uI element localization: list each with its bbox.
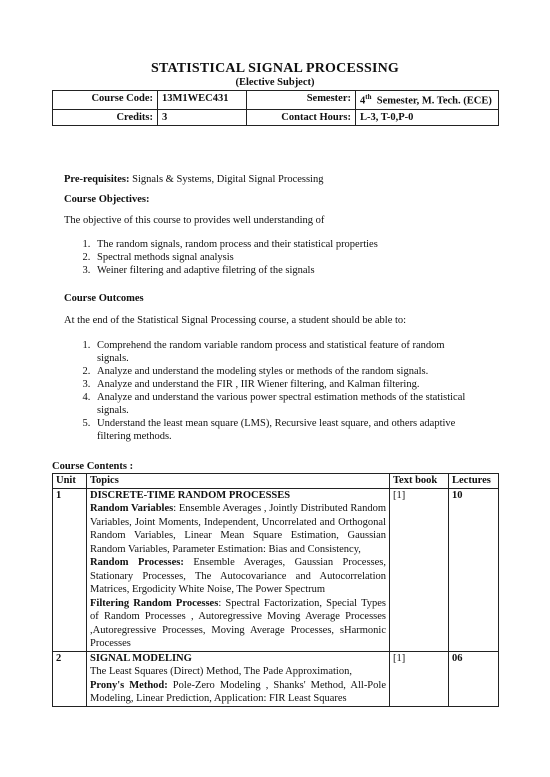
topic-section: Filtering Random Processes: Spectral Factorization, Special Types of Random Processes , Autoregressive Moving Average Processes ,Autoregressive Processes, Moving Average Processes, sHarmonic Processes: [90, 597, 386, 649]
textbook-cell: [1]: [390, 488, 449, 651]
topic-section: Prony's Method: Pole-Zero Modeling , Shanks' Method, All-Pole Modeling, Linear Prediction, Application: FIR Least Squares: [90, 679, 386, 704]
topics-cell: [87, 651, 390, 706]
topic-section: The Least Squares (Direct) Method, The Pade Approximation,: [90, 666, 352, 677]
column-header: Text book: [390, 474, 449, 489]
column-header: Topics: [87, 474, 390, 489]
objectives-heading: Course Objectives:: [64, 194, 150, 205]
lectures-cell: 10: [449, 488, 499, 651]
list-item: 1. The random signals, random process and their statistical properties: [93, 238, 504, 251]
course-info-table: [52, 90, 499, 126]
page-subtitle: (Elective Subject): [235, 77, 315, 88]
list-item: 3. Analyze and understand the FIR , IIR Wiener filtering, and Kalman filtering.: [93, 378, 476, 391]
unit-cell: 1: [53, 488, 87, 651]
outcomes-heading: Course Outcomes: [64, 293, 144, 304]
outcomes-intro: At the end of the Statistical Signal Processing course, a student should be able to:: [64, 315, 407, 326]
topics-cell: [87, 488, 390, 651]
unit-title: SIGNAL MODELING: [90, 652, 192, 664]
objectives-list-wrap: [64, 238, 504, 277]
table-row: [53, 651, 499, 706]
table-row: [53, 488, 499, 651]
table-header-row: [53, 474, 499, 489]
objectives-intro: The objective of this course to provides well understanding of: [64, 215, 325, 226]
outcomes-list: [64, 339, 476, 443]
list-item: 1. Comprehend the random variable random process and statistical feature of random signals.: [93, 339, 476, 365]
course-contents-table: [52, 473, 499, 707]
topic-section: Random Processes: Ensemble Averages, Gaussian Processes, Stationary Processes, The Autocovariance and Autocorrelation Matrices, Ergodicity White Noise, The Power Spectrum: [90, 557, 386, 595]
textbook-cell: [1]: [390, 651, 449, 706]
lectures-cell: 06: [449, 651, 499, 706]
list-item: 2. Analyze and understand the modeling styles or methods of the random signals.: [93, 365, 476, 378]
course-code-label: Course Code:: [53, 91, 158, 110]
unit-title: DISCRETE-TIME RANDOM PROCESSES: [90, 489, 291, 501]
list-item: 5. Understand the least mean square (LMS), Recursive least square, and others adaptive filtering methods.: [93, 417, 476, 443]
objectives-list: [64, 238, 504, 277]
unit-cell: 2: [53, 651, 87, 706]
list-item: 3. Weiner filtering and adaptive filetring of the signals: [93, 264, 504, 277]
column-header: Unit: [53, 474, 87, 489]
page-title: STATISTICAL SIGNAL PROCESSING: [150, 61, 400, 76]
course-code-value: 13M1WEC431: [158, 91, 247, 110]
credits-label: Credits:: [53, 109, 158, 125]
credits-value: 3: [158, 109, 247, 125]
outcomes-list-wrap: [64, 339, 476, 443]
topic-section: Random Variables: Ensemble Averages , Jointly Distributed Random Variables, Joint Moments, Independent, Uncorrelated and Orthogonal Random Variables, Linear Mean Square Estimation, Gaussian Random Variables, Parameter Estimation: Bias and Consistency,: [90, 503, 386, 555]
semester-label: Semester:: [247, 91, 356, 110]
prerequisites: Pre-requisites: Signals & Systems, Digital Signal Processing: [64, 174, 324, 185]
list-item: 4. Analyze and understand the various power spectral estimation methods of the statistical signals.: [93, 391, 476, 417]
contact-hours-label: Contact Hours:: [247, 109, 356, 125]
column-header: Lectures: [449, 474, 499, 489]
semester-value: 4th Semester, M. Tech. (ECE): [356, 91, 499, 110]
contact-hours-value: L-3, T-0,P-0: [356, 109, 499, 125]
list-item: 2. Spectral methods signal analysis: [93, 251, 504, 264]
course-contents-heading: Course Contents :: [52, 461, 134, 472]
